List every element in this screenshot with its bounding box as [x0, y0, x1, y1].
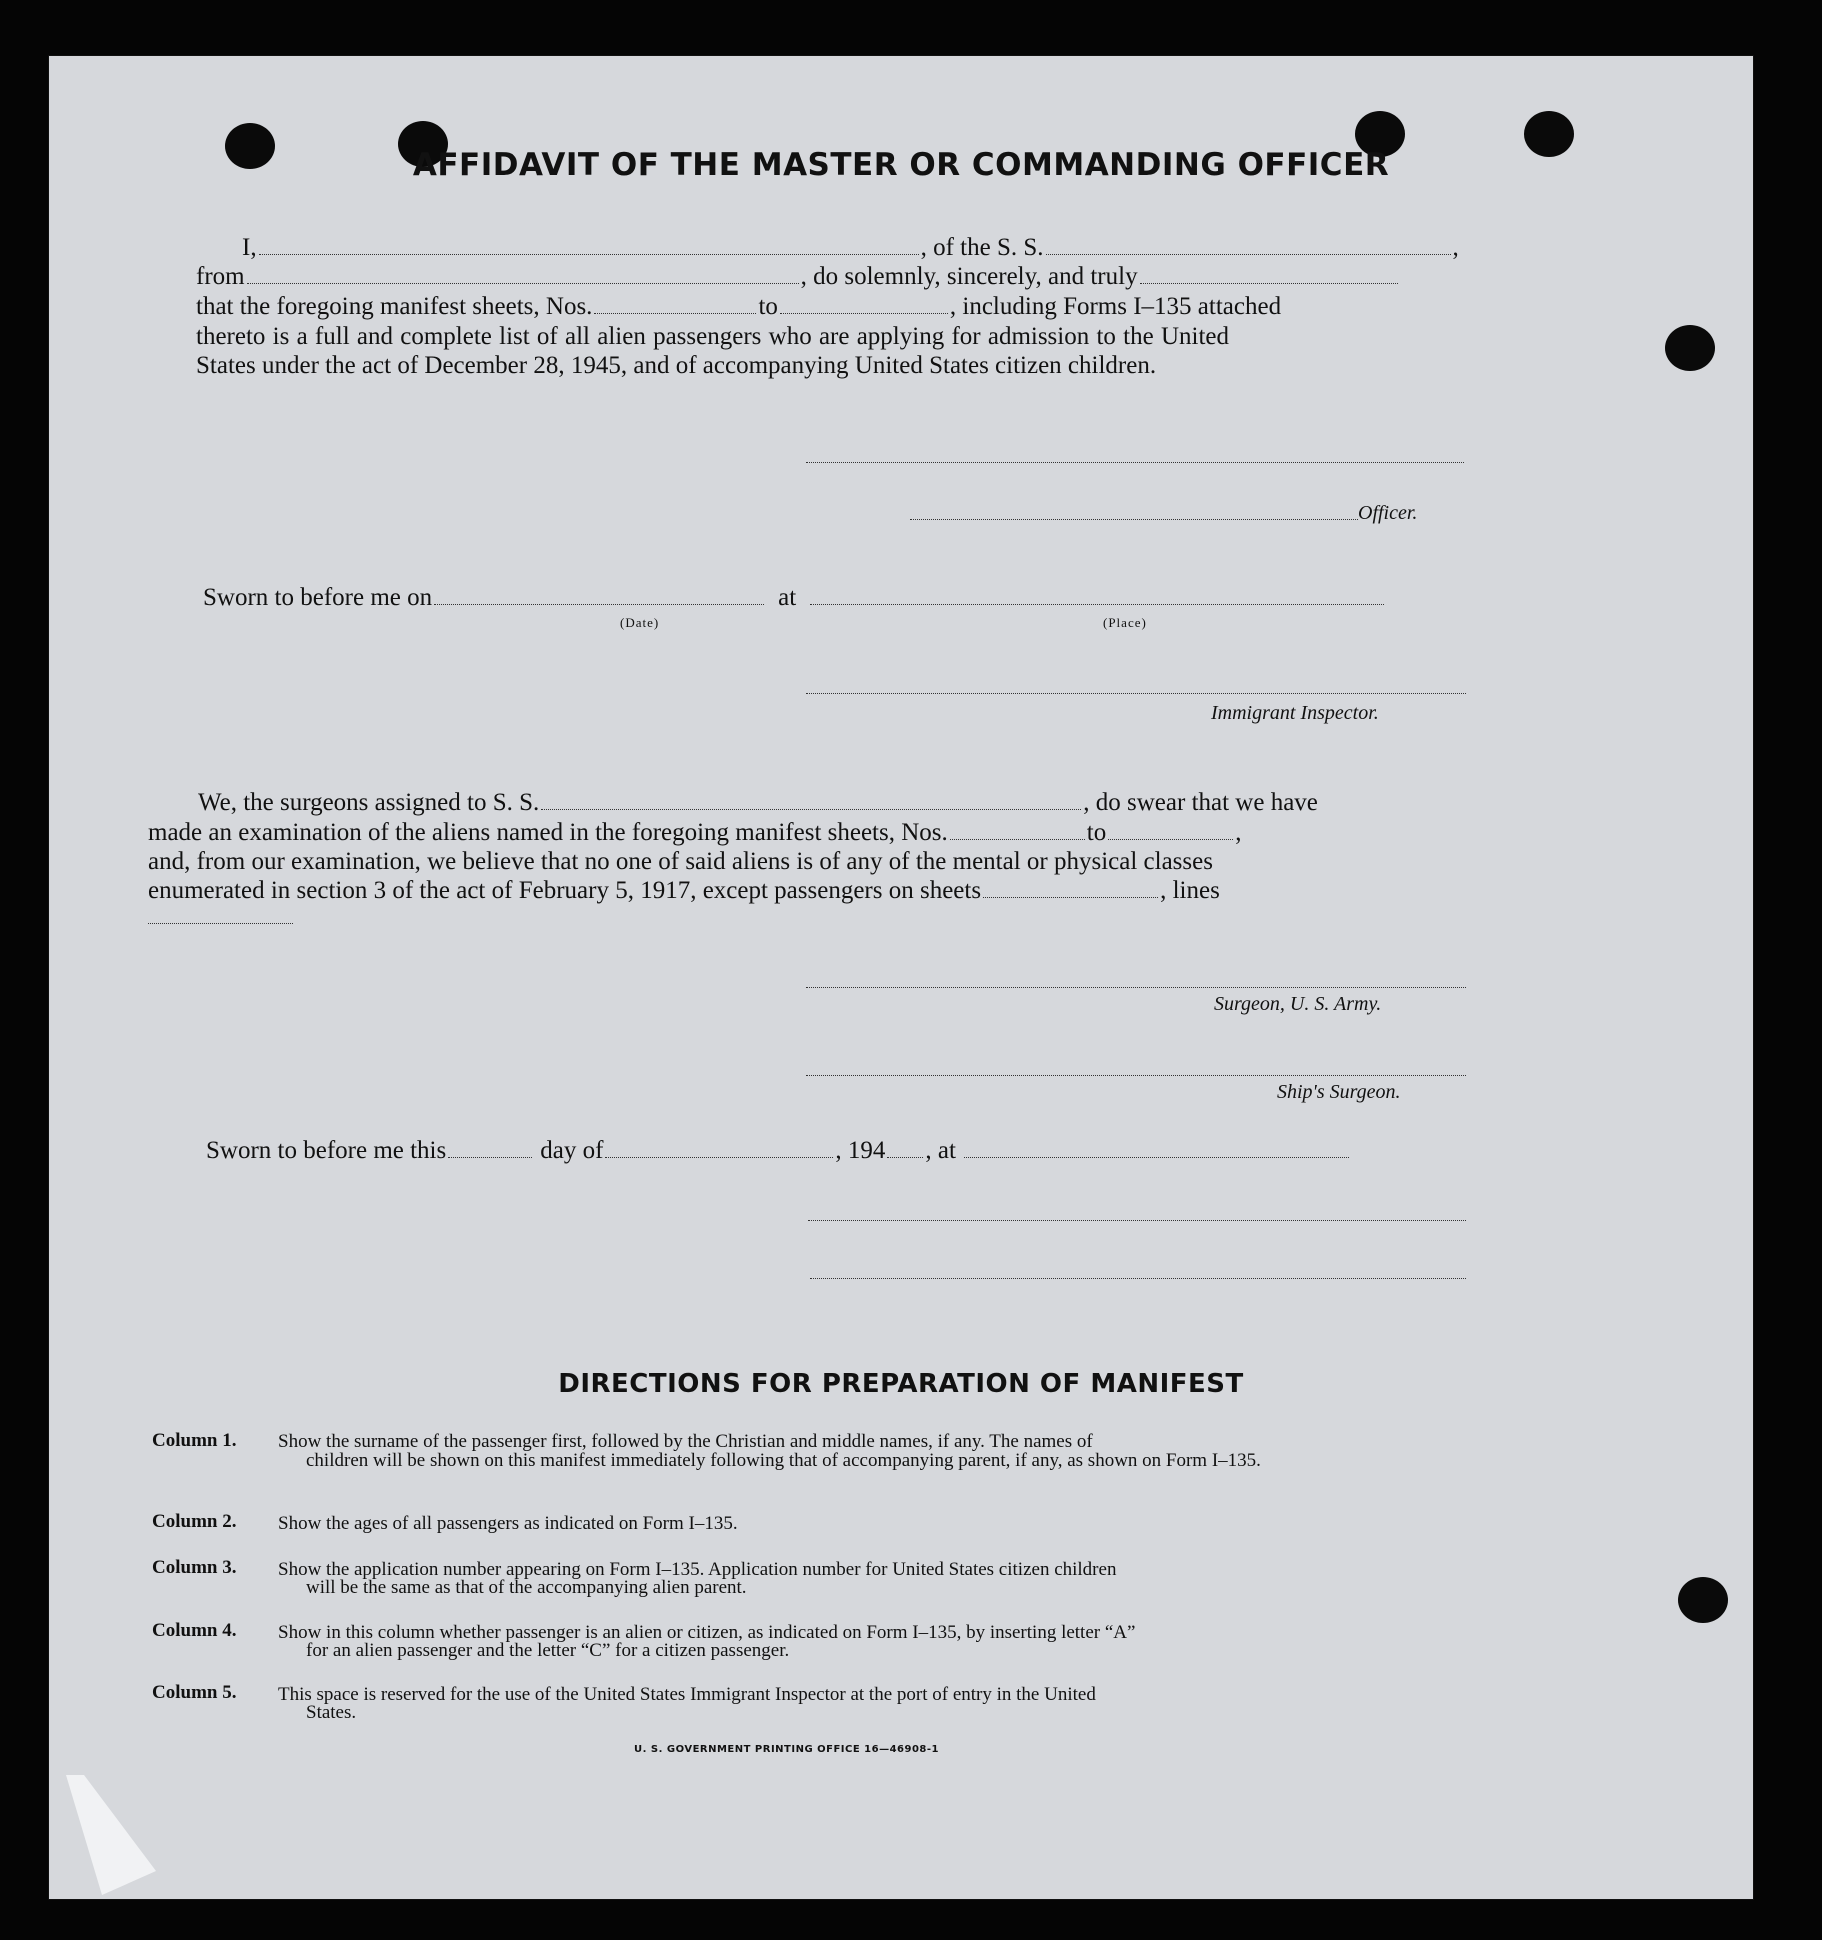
direction-text: This space is reserved for the use of the United States Immigrant Inspector at the port of entry in the United	[278, 1684, 1096, 1705]
para2-line1: We, the surgeons assigned to S. S. , do swear that we have	[198, 789, 1318, 816]
lines-blank	[148, 923, 293, 924]
para1-line5: States under the act of December 28, 1945, and of accompanying United States citizen children.	[196, 352, 1157, 379]
direction-text: Show the ages of all passengers as indicated on Form I–135.	[278, 1513, 738, 1534]
surgeon-army-caption: Surgeon, U. S. Army.	[1214, 993, 1382, 1015]
para1-line1: I, , of the S. S. ,	[242, 234, 1459, 261]
para2-line4: enumerated in section 3 of the act of February 5, 1917, except passengers on sheets , lines	[148, 877, 1220, 904]
form-page	[48, 55, 1754, 1900]
directions-title: DIRECTIONS FOR PREPARATION OF MANIFEST	[558, 1369, 1244, 1399]
officer-signature-line	[910, 519, 1358, 520]
column-label: Column 4.	[152, 1620, 237, 1641]
direction-text: Show the application number appearing on Form I–135. Application number for United States citizen children	[278, 1559, 1117, 1580]
printing-office-footer: U. S. GOVERNMENT PRINTING OFFICE 16—46908-1	[634, 1744, 939, 1755]
officer-caption: Officer.	[1358, 502, 1418, 524]
inspector-caption: Immigrant Inspector.	[1211, 702, 1379, 724]
punch-hole	[1665, 325, 1715, 371]
place-caption: (Place)	[1103, 615, 1147, 630]
sworn-date-line: Sworn to before me on at	[203, 583, 1386, 613]
para1-line2: from , do solemnly, sincerely, and truly	[196, 262, 1400, 292]
blank-signature-line	[810, 1278, 1466, 1279]
folded-corner	[66, 1775, 156, 1895]
direction-text-cont: for an alien passenger and the letter “C” for a citizen passenger.	[306, 1640, 790, 1661]
direction-text-cont: will be the same as that of the accompanying alien parent.	[306, 1577, 747, 1598]
surgeon-army-signature-line	[806, 987, 1466, 988]
date-caption: (Date)	[620, 615, 660, 630]
column-label: Column 1.	[152, 1430, 237, 1451]
column-label: Column 5.	[152, 1682, 237, 1703]
signature-line	[806, 462, 1464, 463]
ship-surgeon-caption: Ship's Surgeon.	[1277, 1081, 1401, 1103]
para2-line2: made an examination of the aliens named in the foregoing manifest sheets, Nos. to ,	[148, 819, 1242, 846]
ship-surgeon-signature-line	[806, 1075, 1466, 1076]
para1-line4: thereto is a full and complete list of all alien passengers who are applying for admission to the United	[196, 323, 1230, 350]
direction-text: Show the surname of the passenger first, followed by the Christian and middle names, if any. The names of	[278, 1431, 1093, 1452]
punch-hole	[1678, 1577, 1728, 1623]
column-label: Column 2.	[152, 1511, 237, 1532]
direction-text-cont: States.	[306, 1702, 357, 1723]
direction-text: Show in this column whether passenger is an alien or citizen, as indicated on Form I–135, by inserting letter “A”	[278, 1622, 1136, 1643]
column-label: Column 3.	[152, 1557, 237, 1578]
para2-line3: and, from our examination, we believe that no one of said aliens is of any of the mental or physical classes	[148, 848, 1213, 875]
sworn-day-line: Sworn to before me this day of , 194 , at	[206, 1136, 1351, 1166]
form-title: AFFIDAVIT OF THE MASTER OR COMMANDING OFFICER	[412, 147, 1390, 183]
inspector-signature-line	[806, 693, 1466, 694]
blank-signature-line	[808, 1220, 1466, 1221]
para1-line3: that the foregoing manifest sheets, Nos. to , including Forms I–135 attached	[196, 293, 1282, 320]
direction-text-cont: children will be shown on this manifest immediately following that of accompanying parent, if any, as shown on Form I–135.	[306, 1450, 1261, 1471]
